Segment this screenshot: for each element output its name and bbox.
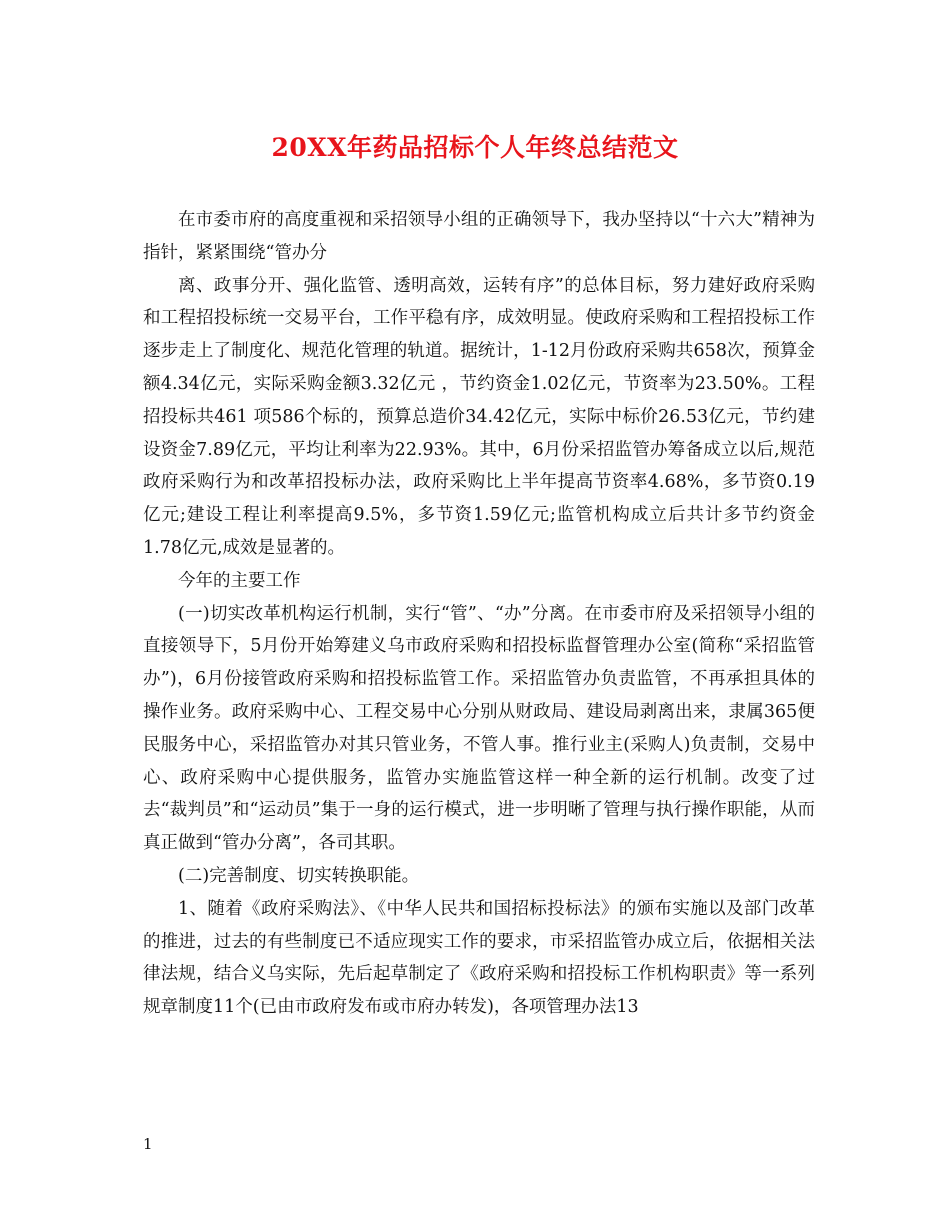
section-heading-main-work: 今年的主要工作	[178, 570, 301, 591]
paragraph-summary: 离、政事分开、强化监管、透明高效，运转有序”的总体目标，努力建好政府采购和工程招投标统一交易平台，工作平稳有序，成效明显。使政府采购和工程招投标工作逐步走上了制度化、规范化管理的轨道。据统计，1-12月份政府采购共658次，预算金额4.34亿元，实际采购金额3.32亿元 ，节约资金1.02亿元，节资率为23.50%。工程招投标共461 项586个标的，预算总造价34.42亿元，实际中标价26.53亿元，节约建设资金7.89亿元，平均让利率为22.93%。其中，6月份采招监管办筹备成立以后,规范政府采购行为和改革招投标办法，政府采购比上半年提高节资率4.68%，多节资0.19亿元;建设工程让利率提高9.5%，多节资1.59亿元;监管机构成立后共计多节约资金1.78亿元,成效是显著的。	[143, 275, 816, 558]
paragraph-section-2-item-1: 1、随着《政府采购法》、《中华人民共和国招标投标法》的颁布实施以及部门改革的推进，过去的有些制度已不适应现实工作的要求，市采招监管办成立后，依据相关法律法规，结合义乌实际，先后起草制定了《政府采购和招投标工作机构职责》等一系列规章制度11个(已由市政府发布或市府办转发)，各项管理办法13	[143, 898, 815, 1018]
section-heading-2: (二)完善制度、切实转换职能。	[178, 865, 420, 886]
paragraph-intro: 在市委市府的高度重视和采招领导小组的正确领导下，我办坚持以“十六大”精神为指针，紧紧围绕“管办分	[143, 210, 815, 263]
page-number: 1	[143, 1135, 153, 1153]
document-title: 20XX年药品招标个人年终总结范文	[271, 133, 679, 162]
paragraph-section-1: (一)切实改革机构运行机制，实行“管”、“办”分离。在市委市府及采招领导小组的直接领导下，5月份开始筹建义乌市政府采购和招投标监督管理办公室(简称“采招监管办”)，6月份接管政府采购和招投标监管工作。采招监管办负责监管，不再承担具体的操作业务。政府采购中心、工程交易中心分别从财政局、建设局剥离出来，隶属365便民服务中心，采招监管办对其只管业务，不管人事。推行业主(采购人)负责制，交易中心、政府采购中心提供服务，监管办实施监管这样一种全新的运行机制。改变了过去“裁判员”和“运动员”集于一身的运行模式，进一步明晰了管理与执行操作职能，从而真正做到“管办分离”，各司其职。	[143, 603, 815, 854]
document-body	[143, 204, 815, 1024]
